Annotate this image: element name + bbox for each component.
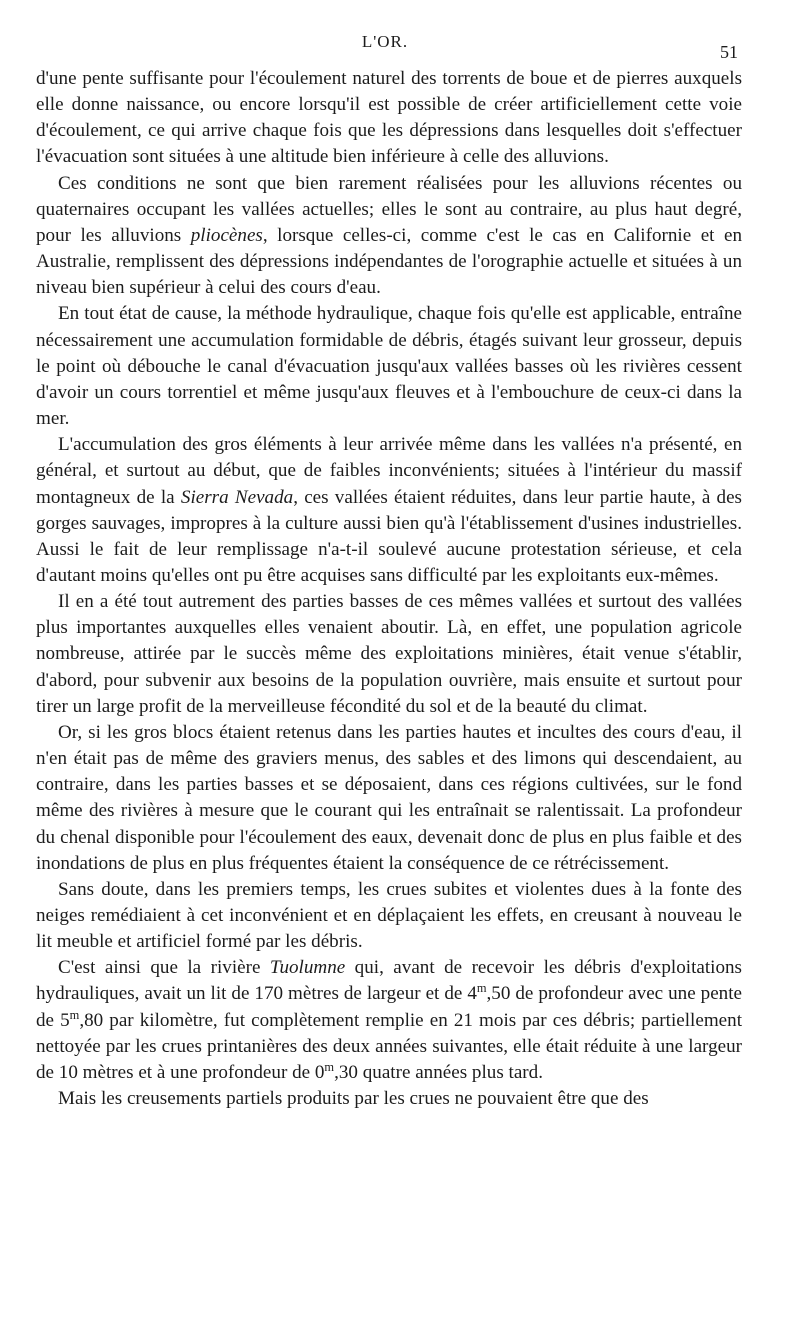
paragraph — [36, 301, 742, 432]
italic-term: pliocènes — [190, 224, 263, 246]
text-run: Or, si les gros blocs étaient retenus dans les parties hautes et incultes des cours d'eau, il n'en était pas de même des graviers menus, des sables et des limons qui descendaient, au contraire, dans les parties basses et se déposaient, dans ces régions cultivées, sur le fond même des rivières à mesure que le courant qui les entraînait se ralentissait. La profondeur du chenal disponible pour l'écoulement des eaux, devenait donc de plus en plus faible et des inondations de plus en plus fréquentes étaient la conséquence de ce rétrécissement. — [36, 721, 742, 874]
paragraph — [36, 877, 742, 955]
text-run: qui, avant de recevoir les débris d'exploitations hydrauliques, avait un lit de 170 mètres de largeur et de 4 — [36, 957, 742, 1005]
text-run: , lorsque celles-ci, comme c'est le cas en Californie et en Australie, remplissent des dépressions indépendantes de l'orographie actuelle et situées à un niveau bien supérieur à celui des cours d'eau. — [36, 224, 743, 299]
paragraph — [36, 720, 742, 877]
paragraph — [36, 171, 742, 302]
text-run: d'une pente suffisante pour l'écoulement naturel des torrents de boue et de pierres auxquels elle donne naissance, ou encore lorsqu'il est possible de créer artificiellement cette voie d'écoulement, ce qui arrive chaque fois que les dépressions dans lesquelles doit s'effectuer l'évacuation sont situées à une altitude bien inférieure à celle des alluvions. — [36, 68, 742, 168]
text-run: Sans doute, dans les premiers temps, les crues subites et violentes dues à la fonte des neiges remédiaient à cet inconvénient et en déplaçaient les effets, en creusant à nouveau le lit meuble et artificiel formé par les débris. — [36, 878, 742, 953]
running-head — [0, 30, 800, 62]
text-run: ,80 par kilomètre, fut complètement remplie en 21 mois par ces débris; partiellement nettoyée par les crues printanières des deux années suivantes, elle était réduite à une largeur de 10 mètres et à une profondeur de 0 — [36, 1009, 743, 1083]
unit-superscript: m — [476, 981, 487, 996]
chapter-title: L'OR. — [361, 32, 409, 51]
body-text — [36, 66, 742, 1112]
unit-superscript: m — [69, 1007, 80, 1022]
text-run: C'est ainsi que la rivière — [58, 957, 270, 979]
text-run: ,30 quatre années plus tard. — [334, 1061, 543, 1083]
paragraph — [36, 955, 742, 1086]
text-run: L'accumulation des gros éléments à leur arrivée même dans les vallées n'a présenté, en général, et surtout au début, que de faibles inconvénients; situées à l'intérieur du massif montagneux de la — [36, 434, 742, 508]
paragraph — [36, 589, 742, 720]
paragraph — [36, 432, 742, 589]
text-run: Mais les creusements partiels produits par les crues ne pouvaient être que des — [58, 1088, 649, 1110]
text-run: ,50 de profondeur avec une pente de 5 — [36, 983, 743, 1031]
italic-term: Tuolumne — [269, 957, 346, 979]
italic-term: Sierra Nevada — [180, 486, 294, 508]
unit-superscript: m — [324, 1060, 335, 1075]
paragraph — [36, 1086, 742, 1112]
text-run: Il en a été tout autrement des parties basses de ces mêmes vallées et surtout des vallées plus importantes auxquelles elles venaient aboutir. Là, en effet, une population agricole nombreuse, attirée par le succès même des exploitations minières, était venue s'établir, d'abord, pour subvenir aux besoins de la population ouvrière, mais ensuite et surtout pour tirer un large profit de la merveilleuse fécondité du sol et de la beauté du climat. — [36, 591, 742, 717]
text-run: En tout état de cause, la méthode hydraulique, chaque fois qu'elle est applicable, entraîne nécessairement une accumulation formidable de débris, étagés suivant leur grosseur, depuis le point où débouche le canal d'évacuation jusqu'aux vallées basses où les rivières cessent d'avoir un cours torrentiel et même jusqu'aux fleuves et à l'embouchure de ceux-ci dans la mer. — [36, 303, 742, 430]
paragraph — [36, 66, 742, 171]
text-run: Ces conditions ne sont que bien rarement réalisées pour les alluvions récentes ou quaternaires occupant les vallées actuelles; elles le sont au contraire, au plus haut degré, pour les alluvions — [36, 172, 742, 246]
text-run: , ces vallées étaient réduites, dans leur partie haute, à des gorges sauvages, impropres à la culture aussi bien qu'à l'établissement d'usines industrielles. Aussi le fait de leur remplissage n'a-t-il soulevé aucune protestation sérieuse, et cela d'autant moins qu'elles ont pu être acquises sans difficulté par les exploitants eux-mêmes. — [36, 486, 742, 586]
page-number: 51 — [720, 42, 738, 62]
